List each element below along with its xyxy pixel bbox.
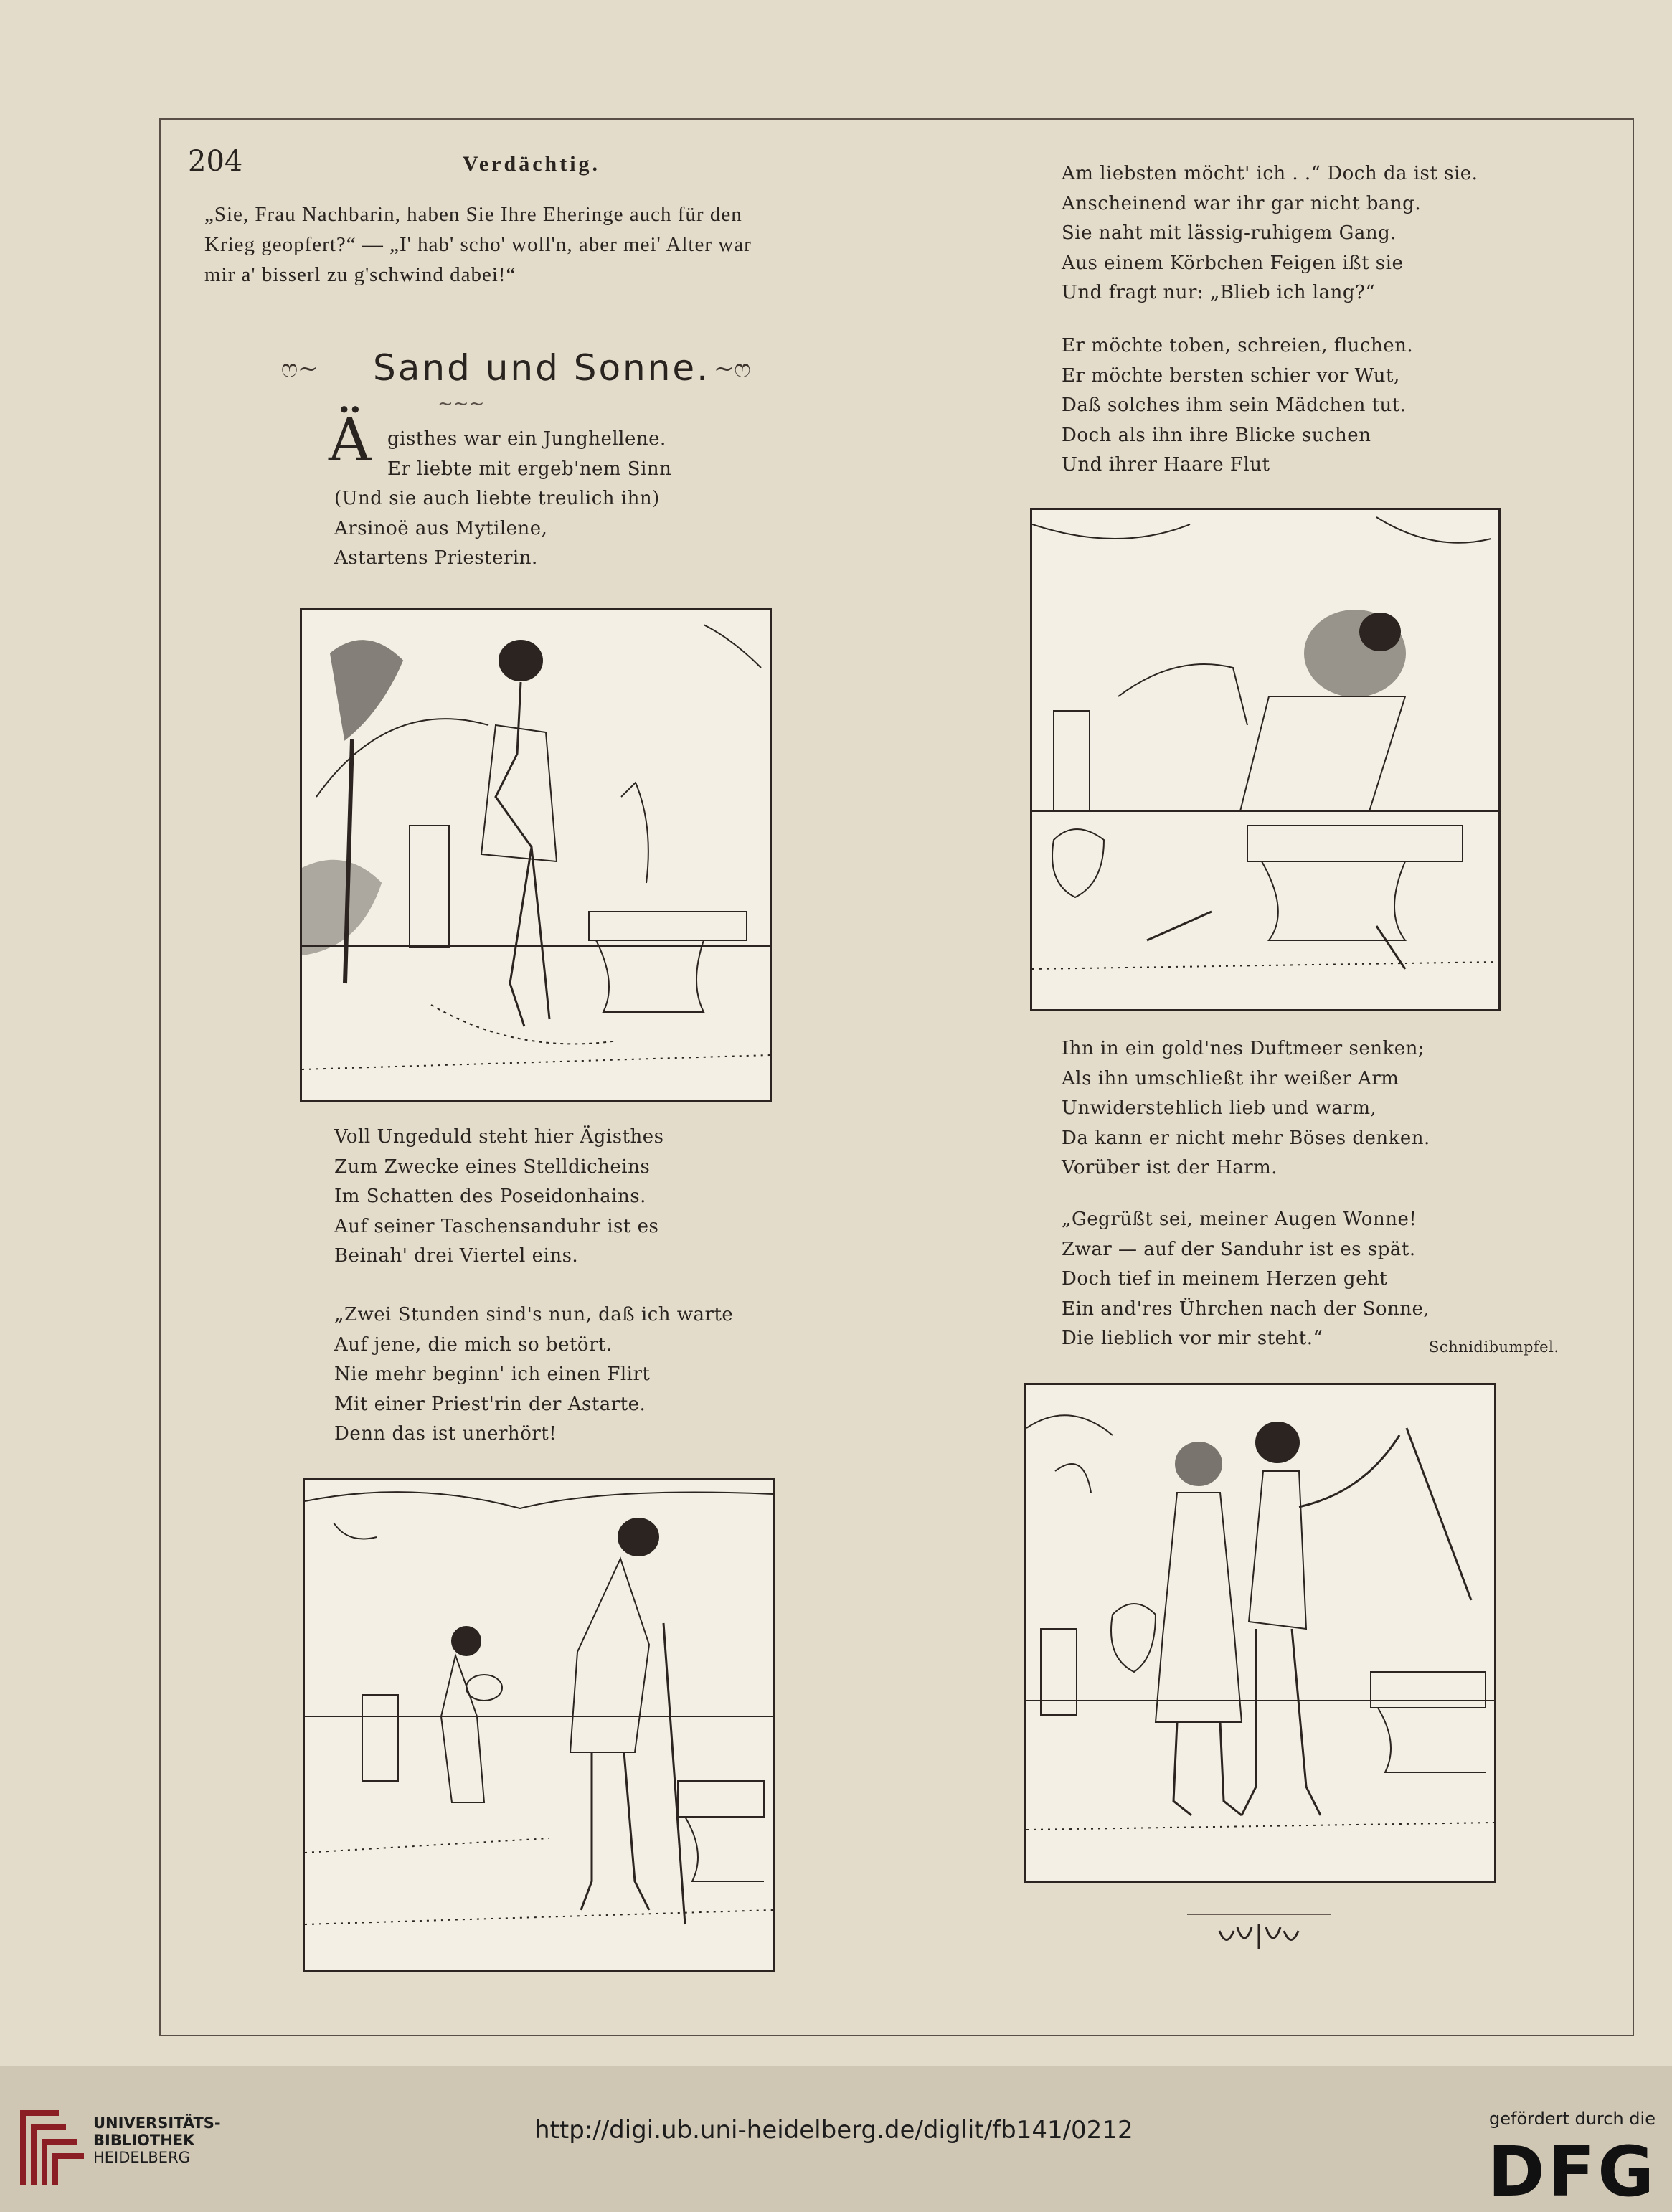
verse-line: Da kann er nicht mehr Böses denken.: [1062, 1127, 1430, 1149]
funder-label: gefördert durch die: [1489, 2109, 1656, 2129]
verse-line: Unwiderstehlich lieb und warm,: [1062, 1097, 1377, 1119]
title-ornament-left: ෆ~: [281, 354, 318, 383]
verse-line: Doch als ihn ihre Blicke suchen: [1062, 424, 1371, 446]
verse-line: Zum Zwecke eines Stelldicheins: [334, 1155, 651, 1178]
joke-line: „Sie, Frau Nachbarin, haben Sie Ihre Eheringe auch für den: [204, 203, 742, 226]
verse-line: Er liebte mit ergeb'nem Sinn: [387, 458, 672, 480]
verse-line: Aus einem Körbchen Feigen ißt sie: [1062, 252, 1404, 274]
stanza-2: [334, 1122, 664, 1272]
page-number: 204: [188, 145, 243, 178]
illustration-drawing: [1026, 1385, 1494, 1881]
joke-line: Krieg geopfert?“ — „I' hab' scho' woll'n, aber mei' Alter war: [204, 233, 752, 256]
verse-line: Voll Ungeduld steht hier Ägisthes: [334, 1126, 664, 1148]
illustration-couple-reunited: [1024, 1383, 1496, 1883]
poem-title: Sand und Sonne.: [373, 347, 711, 389]
title-ornament-right: ~ෆ: [714, 354, 751, 383]
stanza-1-lines-1-2: [387, 425, 671, 484]
verse-line: Und fragt nur: „Blieb ich lang?“: [1062, 282, 1376, 303]
library-name: [93, 2114, 221, 2166]
joke-line: mir a' bisserl zu g'schwind dabei!“: [204, 263, 516, 286]
library-name-line: UNIVERSITÄTS-: [93, 2114, 221, 2132]
verse-line: Auf seiner Taschensanduhr ist es: [334, 1215, 659, 1237]
library-name-line: HEIDELBERG: [93, 2149, 190, 2166]
verse-line: Mit einer Priest'rin der Astarte.: [334, 1393, 646, 1415]
verse-line: Als ihn umschließt ihr weißer Arm: [1062, 1067, 1399, 1090]
verse-line: Er möchte bersten schier vor Wut,: [1062, 364, 1400, 387]
illustration-drawing: [1032, 510, 1498, 1009]
verse-line: Ein and'res Ührchen nach der Sonne,: [1062, 1298, 1430, 1320]
verse-line: Anscheinend war ihr gar nicht bang.: [1062, 192, 1422, 214]
verse-line: Denn das ist unerhört!: [334, 1423, 557, 1445]
verse-line: Am liebsten möcht' ich . .“ Doch da ist sie.: [1062, 163, 1478, 184]
library-logo-icon: [16, 2106, 88, 2192]
stanza-4: [1062, 159, 1478, 308]
verse-line: „Zwei Stunden sind's nun, daß ich warte: [334, 1304, 734, 1325]
end-ornament: [1212, 1916, 1305, 1952]
joke-text: [204, 199, 893, 290]
verse-line: „Gegrüßt sei, meiner Augen Wonne!: [1062, 1209, 1417, 1230]
verse-line: Doch tief in meinem Herzen geht: [1062, 1268, 1388, 1290]
illustration-waiting-man: [300, 608, 772, 1102]
stanza-3: [334, 1300, 733, 1450]
verse-line: Im Schatten des Poseidonhains.: [334, 1186, 646, 1207]
stanza-6: [1062, 1034, 1430, 1183]
verse-line: Sie naht mit lässig-ruhigem Gang.: [1062, 222, 1397, 244]
library-name-line: BIBLIOTHEK: [93, 2132, 195, 2149]
verse-line: Beinah' drei Viertel eins.: [334, 1245, 579, 1267]
illustration-approaching-priestess: [303, 1478, 775, 1972]
verse-line: Ihn in ein gold'nes Duftmeer senken;: [1062, 1038, 1425, 1059]
dfg-logo: DFG: [1488, 2132, 1658, 2212]
verse-line: Auf jene, die mich so betört.: [334, 1333, 613, 1356]
verse-line: gisthes war ein Junghellene.: [387, 428, 666, 450]
verse-line: (Und sie auch liebte treulich ihn): [334, 488, 660, 509]
verse-line: Und ihrer Haare Flut: [1062, 454, 1270, 476]
author-signature: Schnidibumpfel.: [1429, 1338, 1559, 1356]
verse-line: Daß solches ihm sein Mädchen tut.: [1062, 394, 1407, 416]
verse-line: Zwar — auf der Sanduhr ist es spät.: [1062, 1238, 1416, 1260]
drop-cap: Ä: [329, 407, 372, 475]
stanza-7: [1062, 1205, 1430, 1354]
title-flourish: ~~~: [438, 393, 485, 415]
verse-line: Die lieblich vor mir steht.“: [1062, 1328, 1323, 1349]
illustration-embrace-on-bench: [1030, 508, 1501, 1011]
illustration-drawing: [302, 610, 770, 1100]
verse-line: Arsinoë aus Mytilene,: [334, 517, 548, 539]
verse-line: Vorüber ist der Harm.: [1062, 1157, 1278, 1178]
poem-title-block: [280, 347, 782, 390]
stanza-5: [1062, 331, 1413, 481]
verse-line: Er möchte toben, schreien, fluchen.: [1062, 335, 1414, 356]
stanza-1-lines-3-5: [334, 484, 660, 574]
source-url-link[interactable]: http://digi.ub.uni-heidelberg.de/diglit/fb141/0212: [534, 2116, 1133, 2145]
illustration-drawing: [305, 1480, 773, 1970]
running-head: Verdächtig.: [463, 152, 601, 176]
end-rule: [1187, 1914, 1331, 1915]
verse-line: Nie mehr beginn' ich einen Flirt: [334, 1363, 651, 1385]
verse-line: Astartens Priesterin.: [334, 547, 538, 569]
